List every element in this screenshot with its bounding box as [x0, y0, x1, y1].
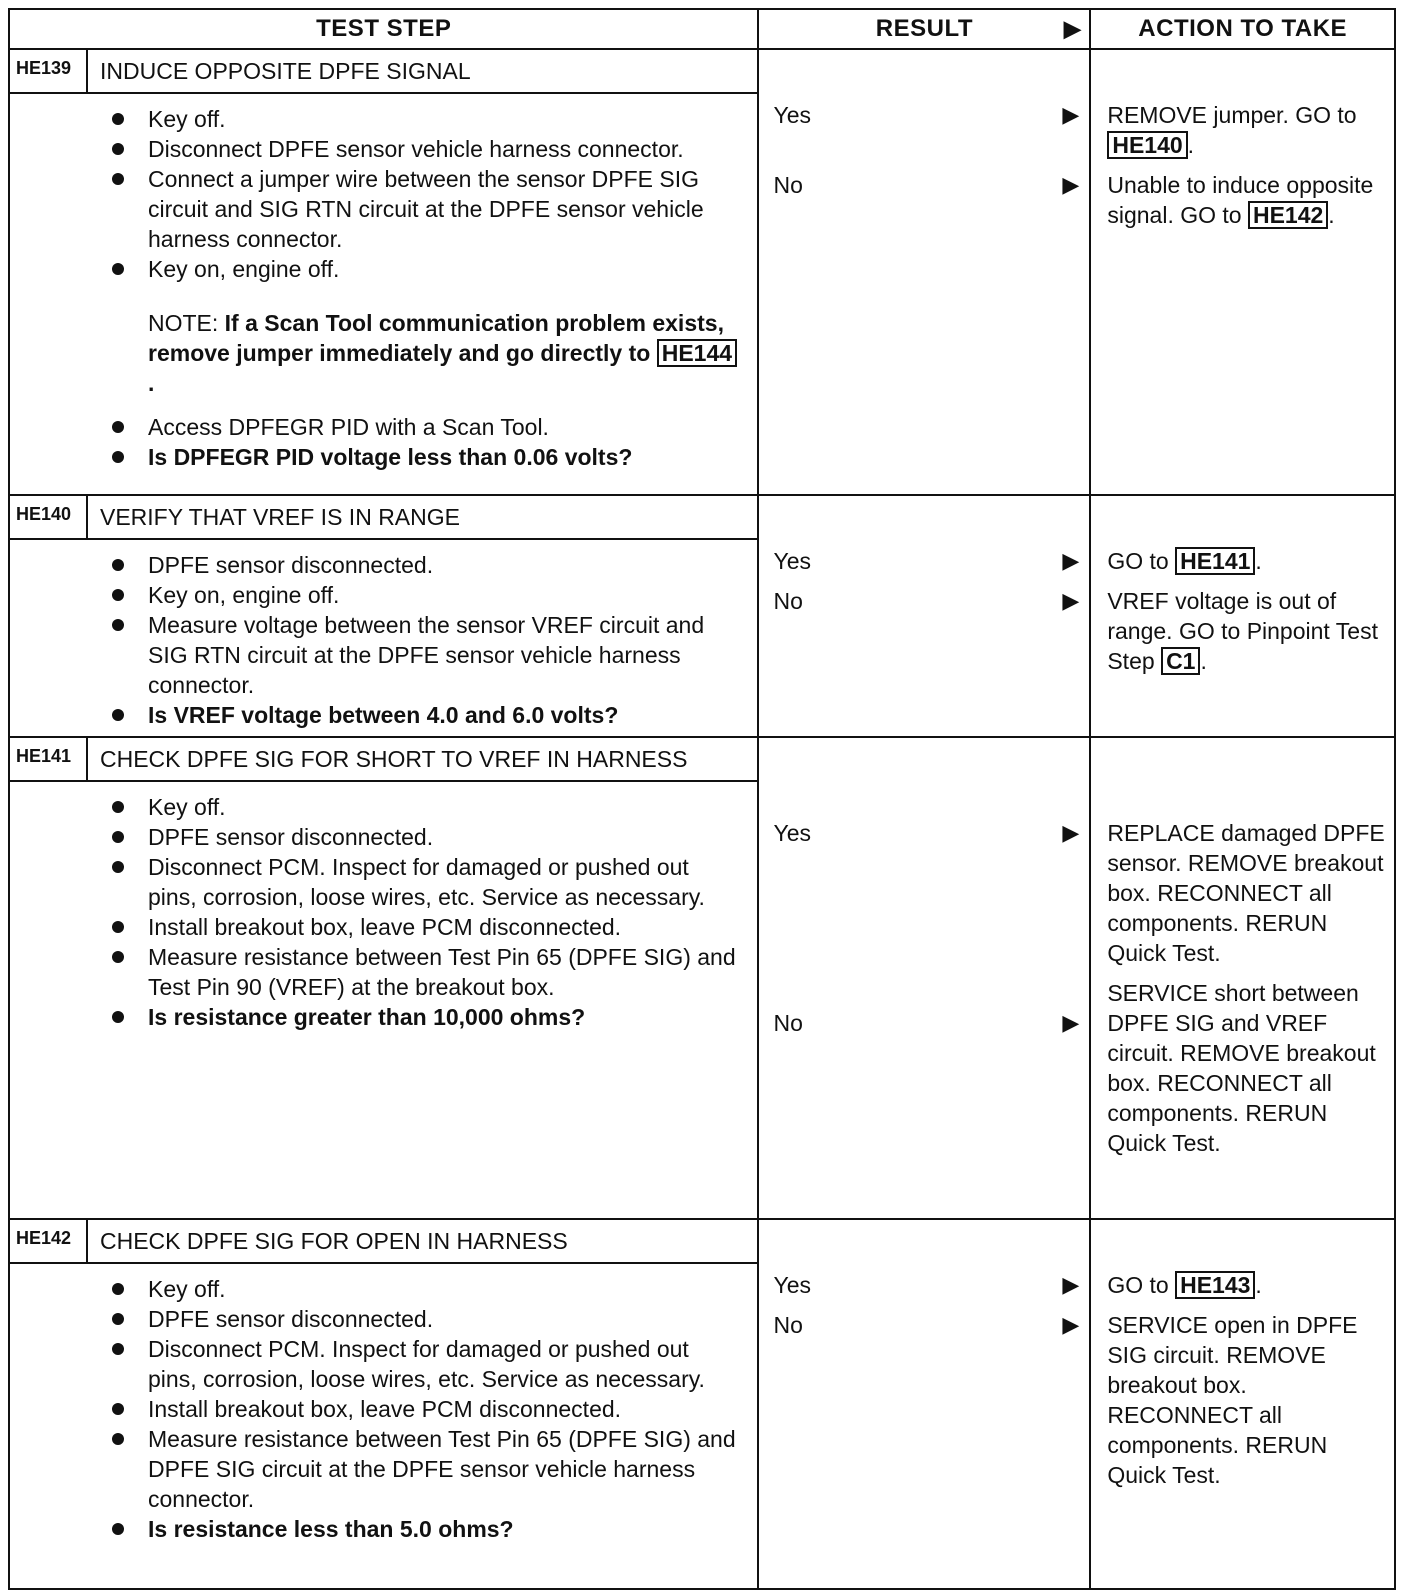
header-test-step: TEST STEP	[9, 9, 758, 49]
bullet-icon	[112, 1343, 124, 1355]
result-yes: Yes ▶	[773, 548, 1080, 574]
action-cell	[1090, 737, 1395, 1219]
step-header	[10, 1220, 757, 1264]
result-yes: Yes ▶	[773, 102, 1080, 128]
list-item: Key off.	[30, 792, 737, 822]
header-action: ACTION TO TAKE	[1090, 9, 1395, 49]
step-bullet-list	[10, 540, 757, 736]
arrow-right-icon: ▶	[1062, 102, 1080, 127]
bullet-icon	[112, 709, 124, 721]
arrow-right-icon: ▶	[1062, 548, 1080, 573]
result-no: No ▶	[773, 588, 1080, 614]
bullet-icon	[112, 861, 124, 873]
bullet-icon	[112, 263, 124, 275]
action-cell	[1090, 49, 1395, 495]
table-row	[9, 49, 1395, 495]
step-cell	[9, 495, 758, 737]
bullet-icon	[112, 831, 124, 843]
table-header-row	[9, 9, 1395, 49]
note-lead: NOTE:	[148, 310, 219, 336]
list-item: Install breakout box, leave PCM disconnected.	[30, 1394, 737, 1424]
bullet-icon	[112, 1283, 124, 1295]
diagnostic-table-page	[8, 8, 1396, 1578]
list-item: Is resistance greater than 10,000 ohms?	[30, 1002, 737, 1032]
action-yes: GO to HE143 .	[1107, 1272, 1262, 1298]
step-header	[10, 738, 757, 782]
step-header	[10, 496, 757, 540]
bullet-icon	[112, 143, 124, 155]
arrow-right-icon: ▶	[1062, 1312, 1080, 1337]
bullet-icon	[112, 1433, 124, 1445]
table-row	[9, 737, 1395, 1219]
step-bullet-list	[10, 94, 757, 290]
list-item: Disconnect PCM. Inspect for damaged or pushed out pins, corrosion, loose wires, etc. Service as necessary.	[30, 852, 737, 912]
result-no: No ▶	[773, 1010, 1080, 1036]
bullet-icon	[112, 451, 124, 463]
note-tail: .	[148, 370, 155, 396]
result-no: No ▶	[773, 172, 1080, 198]
list-item: DPFE sensor disconnected.	[30, 822, 737, 852]
arrow-right-icon: ▶	[1063, 16, 1082, 41]
list-item: Disconnect PCM. Inspect for damaged or pushed out pins, corrosion, loose wires, etc. Service as necessary.	[30, 1334, 737, 1394]
step-bullet-list	[10, 412, 757, 478]
action-no: VREF voltage is out of range. GO to Pinpoint Test Step C1 .	[1107, 588, 1378, 674]
step-id: HE141	[10, 738, 88, 780]
step-cell	[9, 1219, 758, 1589]
test-step-table	[8, 8, 1396, 1590]
step-cell	[9, 737, 758, 1219]
list-item: DPFE sensor disconnected.	[30, 550, 737, 580]
bullet-icon	[112, 113, 124, 125]
step-note	[10, 290, 757, 412]
step-reference-link[interactable]: HE142	[1248, 201, 1328, 229]
table-row	[9, 1219, 1395, 1589]
bullet-icon	[112, 173, 124, 185]
result-cell	[758, 49, 1090, 495]
list-item: DPFE sensor disconnected.	[30, 1304, 737, 1334]
step-title: CHECK DPFE SIG FOR SHORT TO VREF IN HARNESS	[100, 746, 688, 772]
step-bullet-list	[10, 1264, 757, 1550]
action-no: Unable to induce opposite signal. GO to HE142 .	[1107, 172, 1374, 228]
header-result-label: RESULT	[875, 15, 974, 42]
step-id: HE139	[10, 50, 88, 92]
step-header	[10, 50, 757, 94]
action-no: SERVICE open in DPFE SIG circuit. REMOVE breakout box. RECONNECT all components. RERUN Quick Test.	[1107, 1312, 1358, 1488]
list-item: Is DPFEGR PID voltage less than 0.06 volts?	[30, 442, 737, 472]
bullet-icon	[112, 1313, 124, 1325]
action-yes: REPLACE damaged DPFE sensor. REMOVE breakout box. RECONNECT all components. RERUN Quick Test.	[1107, 820, 1385, 966]
list-item: Measure resistance between Test Pin 65 (DPFE SIG) and Test Pin 90 (VREF) at the breakout box.	[30, 942, 737, 1002]
step-title: VERIFY THAT VREF IS IN RANGE	[100, 504, 460, 530]
step-cell	[9, 49, 758, 495]
arrow-right-icon: ▶	[1062, 820, 1080, 845]
list-item: Access DPFEGR PID with a Scan Tool.	[30, 412, 737, 442]
bullet-icon	[112, 559, 124, 571]
list-item: Measure voltage between the sensor VREF circuit and SIG RTN circuit at the DPFE sensor vehicle harness connector.	[30, 610, 737, 700]
action-cell	[1090, 1219, 1395, 1589]
step-reference-link[interactable]: HE144	[657, 339, 737, 367]
result-cell	[758, 1219, 1090, 1589]
step-title: INDUCE OPPOSITE DPFE SIGNAL	[100, 58, 471, 84]
bullet-icon	[112, 589, 124, 601]
bullet-icon	[112, 619, 124, 631]
bullet-icon	[112, 1523, 124, 1535]
bullet-icon	[112, 921, 124, 933]
arrow-right-icon: ▶	[1062, 172, 1080, 197]
list-item: Key on, engine off.	[30, 254, 737, 284]
step-reference-link[interactable]: HE140	[1107, 131, 1187, 159]
header-result	[758, 9, 1090, 49]
step-id: HE142	[10, 1220, 88, 1262]
result-yes: Yes ▶	[773, 820, 1080, 846]
step-reference-link[interactable]: HE141	[1175, 547, 1255, 575]
bullet-icon	[112, 801, 124, 813]
action-no: SERVICE short between DPFE SIG and VREF circuit. REMOVE breakout box. RECONNECT all components. RERUN Quick Test.	[1107, 980, 1376, 1156]
list-item: Key off.	[30, 104, 737, 134]
list-item: Is resistance less than 5.0 ohms?	[30, 1514, 737, 1544]
list-item: Install breakout box, leave PCM disconnected.	[30, 912, 737, 942]
step-reference-link[interactable]: HE143	[1175, 1271, 1255, 1299]
step-title: CHECK DPFE SIG FOR OPEN IN HARNESS	[100, 1228, 568, 1254]
bullet-icon	[112, 1403, 124, 1415]
step-bullet-list	[10, 782, 757, 1038]
step-id: HE140	[10, 496, 88, 538]
result-cell	[758, 495, 1090, 737]
step-reference-link[interactable]: C1	[1161, 647, 1200, 675]
action-yes: REMOVE jumper. GO to HE140 .	[1107, 102, 1357, 158]
bullet-icon	[112, 1011, 124, 1023]
arrow-right-icon: ▶	[1062, 1010, 1080, 1035]
table-row	[9, 495, 1395, 737]
list-item: Connect a jumper wire between the sensor DPFE SIG circuit and SIG RTN circuit at the DPFE sensor vehicle harness connector.	[30, 164, 737, 254]
action-yes: GO to HE141 .	[1107, 548, 1262, 574]
result-yes: Yes ▶	[773, 1272, 1080, 1298]
arrow-right-icon: ▶	[1062, 588, 1080, 613]
list-item: Key on, engine off.	[30, 580, 737, 610]
list-item: Measure resistance between Test Pin 65 (DPFE SIG) and DPFE SIG circuit at the DPFE sensor vehicle harness connector.	[30, 1424, 737, 1514]
note-text: If a Scan Tool communication problem exists, remove jumper immediately and go directly to	[148, 310, 724, 366]
result-no: No ▶	[773, 1312, 1080, 1338]
action-cell	[1090, 495, 1395, 737]
list-item: Key off.	[30, 1274, 737, 1304]
bullet-icon	[112, 951, 124, 963]
arrow-right-icon: ▶	[1062, 1272, 1080, 1297]
list-item: Is VREF voltage between 4.0 and 6.0 volts?	[30, 700, 737, 730]
bullet-icon	[112, 421, 124, 433]
result-cell	[758, 737, 1090, 1219]
list-item: Disconnect DPFE sensor vehicle harness connector.	[30, 134, 737, 164]
